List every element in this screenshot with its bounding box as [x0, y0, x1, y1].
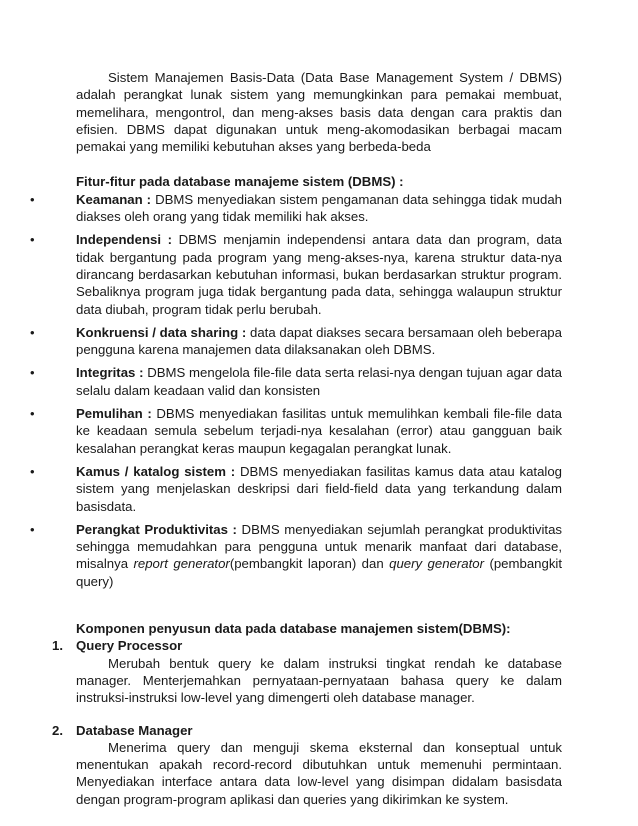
bullet-icon: • — [30, 521, 35, 537]
feature-emphasis: report generator — [133, 556, 230, 572]
bullet-icon: • — [30, 365, 35, 381]
feature-text: (pembangkit laporan) dan — [229, 556, 390, 572]
component-title — [52, 637, 562, 654]
feature-item — [30, 463, 562, 515]
feature-item — [30, 521, 563, 590]
features-list — [30, 191, 563, 590]
bullet-icon: • — [30, 191, 35, 207]
bullet-icon: • — [30, 232, 35, 248]
feature-item — [30, 364, 562, 399]
component-title — [52, 722, 562, 739]
feature-emphasis: query generator — [389, 556, 484, 572]
feature-item — [30, 405, 562, 457]
features-heading: Fitur-fitur pada database manajeme sistem (DBMS) : — [76, 174, 404, 190]
component-description: Merubah bentuk query ke dalam instruksi tingkat rendah ke database manager. Menterjemahkan pernyataan-pernyataan bahasa query ke dalam instruksi-instruksi low-level yang dimengerti oleh database manager. — [76, 655, 562, 706]
component-number: 2. — [52, 722, 63, 738]
feature-text: DBMS menyediakan sistem pengamanan data sehingga tidak mudah diakses oleh orang yang tidak memiliki hak akses. — [76, 191, 562, 225]
feature-item — [30, 191, 562, 226]
feature-term: Integritas : — [76, 365, 144, 381]
feature-item — [30, 231, 562, 317]
feature-text: DBMS menjamin independensi antara data dan program, data tidak bergantung pada program yang meng-akses-nya, karena struktur data-nya dirancang berdasarkan kebutuhan informasi, bukan berdasarkan struktur program. Sebaliknya program juga tidak bergantung pada data, sehingga walaupun struktur data diubah, program tidak perlu berubah. — [76, 232, 562, 317]
component-item — [52, 637, 562, 706]
component-item — [52, 722, 562, 808]
components-heading: Komponen penyusun data pada database manajemen sistem(DBMS): — [76, 621, 511, 637]
feature-term: Perangkat Produktivitas : — [76, 521, 237, 537]
feature-text: DBMS menyediakan fasilitas kamus data atau katalog sistem yang menjelaskan deskripsi dari field-field data yang terkandung dalam basisdata. — [76, 463, 562, 514]
feature-text: (pembangkit query) — [76, 556, 563, 589]
feature-item — [30, 324, 562, 359]
feature-text: data dapat diakses secara bersamaan oleh beberapa pengguna karena manajemen data dilaksanakan oleh DBMS. — [76, 324, 562, 358]
feature-text: DBMS menyediakan fasilitas untuk memulihkan kembali file-file data ke keadaan semula sebelum terjadi-nya kesalahan (error) atau gangguan baik kesalahan perangkat keras maupun kegagalan perangkat lunak. — [76, 406, 562, 456]
component-title-text: Database Manager — [76, 722, 193, 738]
feature-term: Independensi : — [76, 232, 172, 248]
bullet-icon: • — [30, 463, 35, 479]
bullet-icon: • — [30, 406, 35, 422]
component-description: Menerima query dan menguji skema eksternal dan konseptual untuk menentukan apakah record-record dibutuhkan untuk memenuhi permintaan. Menyediakan interface antara data low-level yang disimpan didalam basisdata dengan program-program aplikasi dan queries yang dikirimkan ke system. — [76, 739, 562, 807]
feature-text: DBMS menyediakan sejumlah perangkat produktivitas sehingga memudahkan para pengguna untuk menarik manfaat dari database, misalnya — [76, 521, 563, 572]
feature-term: Pemulihan : — [76, 406, 152, 422]
feature-term: Kamus / katalog sistem : — [76, 463, 236, 479]
component-number: 1. — [52, 638, 63, 654]
bullet-icon: • — [30, 324, 35, 340]
component-title-text: Query Processor — [76, 638, 183, 654]
feature-term: Konkruensi / data sharing : — [76, 324, 247, 340]
document-content — [30, 69, 563, 808]
feature-term: Keamanan : — [76, 191, 152, 207]
feature-text: DBMS mengelola file-file data serta relasi-nya dengan tujuan agar data selalu dalam keadaan valid dan konsisten — [76, 365, 562, 398]
intro-paragraph: Sistem Manajemen Basis-Data (Data Base Management System / DBMS) adalah perangkat lunak sistem yang memungkinkan para pemakai membuat, memelihara, mengontrol, dan meng-akses basis data dengan cara praktis dan efisien. DBMS dapat digunakan untuk meng-akomodasikan berbagai macam pemakai yang memiliki kebutuhan akses yang berbeda-beda — [76, 70, 562, 155]
